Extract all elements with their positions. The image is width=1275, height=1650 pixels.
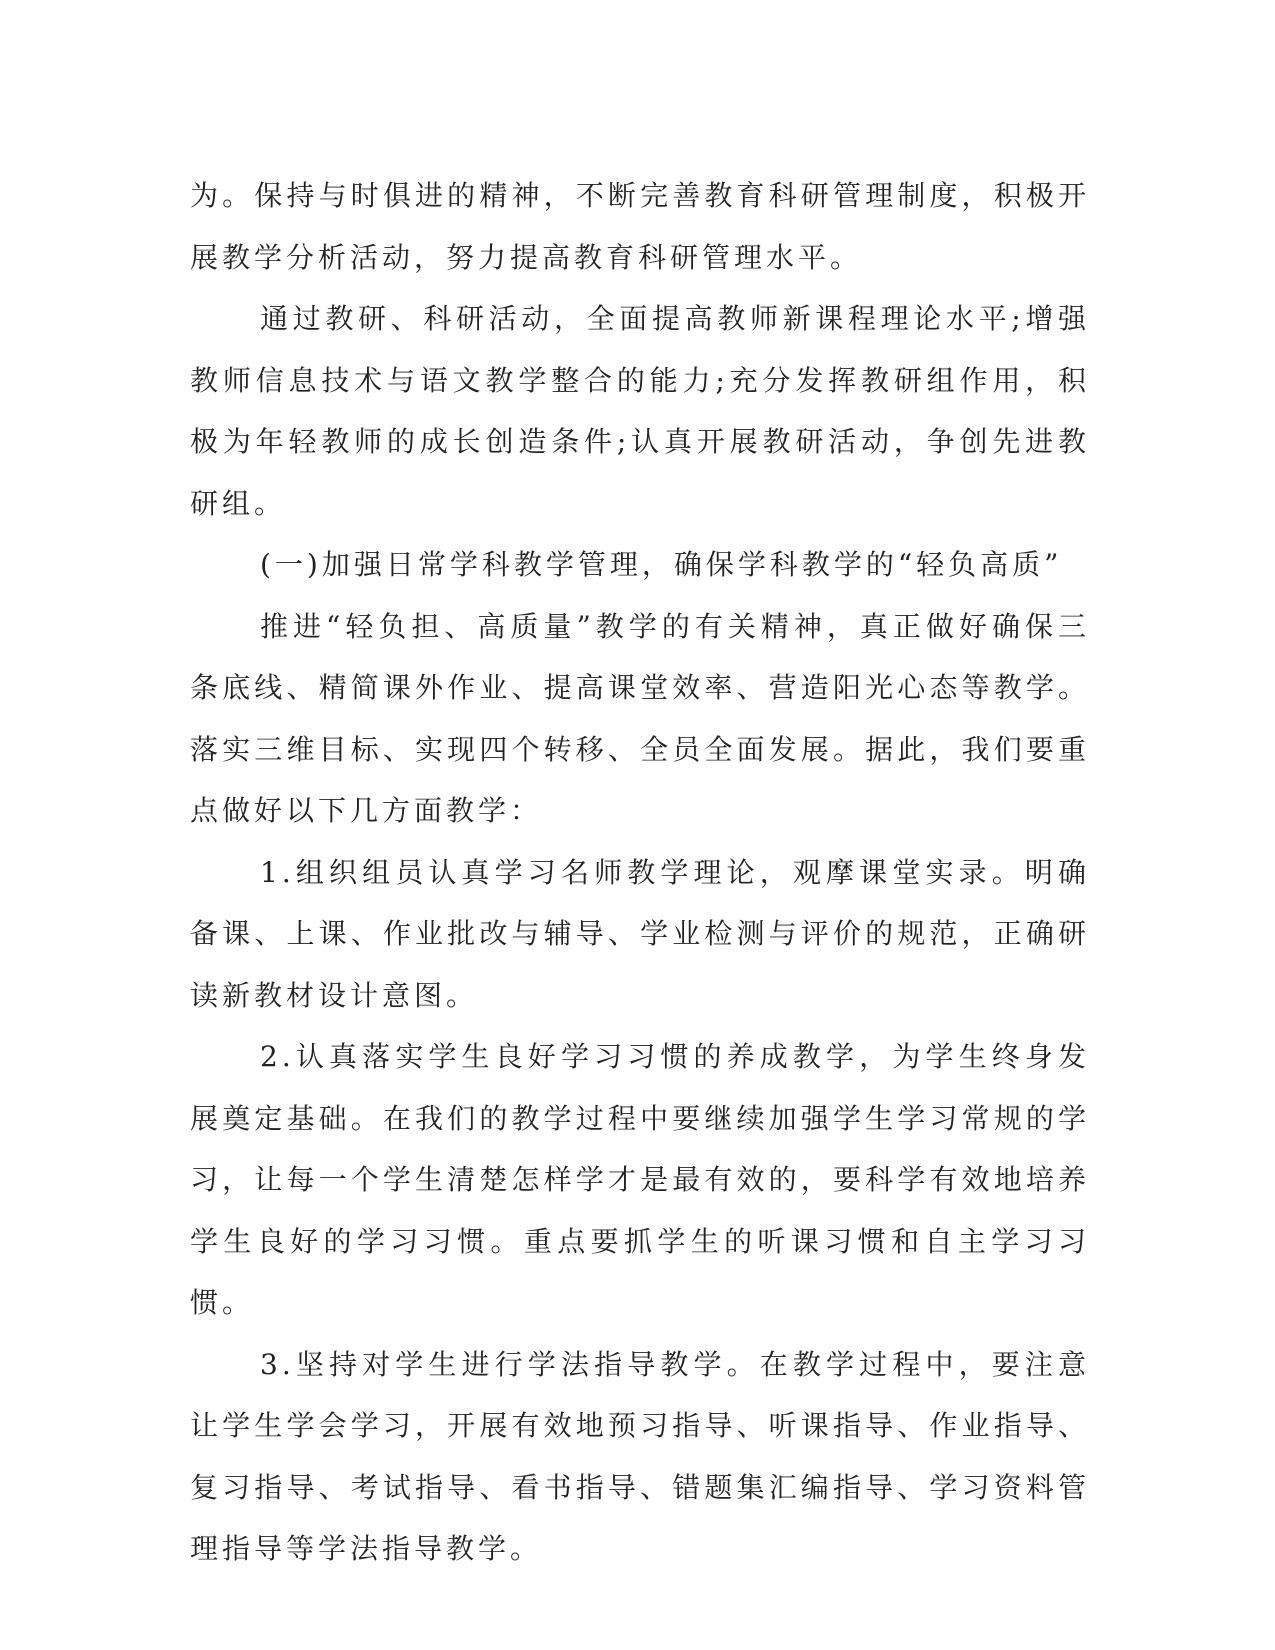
list-item-2: 2.认真落实学生良好学习习惯的养成教学，为学生终身发展奠定基础。在我们的教学过程中要继续加强学生学习常规的学习，让每一个学生清楚怎样学才是最有效的，要科学有效地培养学生良好的学习习惯。重点要抓学生的听课习惯和自主学习习惯。 bbox=[190, 1040, 1090, 1319]
list-item-3: 3.坚持对学生进行学法指导教学。在教学过程中，要注意让学生学会学习，开展有效地预习指导、听课指导、作业指导、复习指导、考试指导、看书指导、错题集汇编指导、学习资料管理指导等学法指导教学。 bbox=[190, 1347, 1090, 1565]
paragraph-2: 通过教研、科研活动，全面提高教师新课程理论水平;增强教师信息技术与语文教学整合的能力;充分发挥教研组作用，积极为年轻教师的成长创造条件;认真开展教研活动，争创先进教研组。 bbox=[190, 302, 1090, 520]
document-body bbox=[190, 165, 1090, 1580]
list-item-1: 1.组织组员认真学习名师教学理论，观摩课堂实录。明确备课、上课、作业批改与辅导、学业检测与评价的规范，正确研读新教材设计意图。 bbox=[190, 855, 1090, 1012]
section-heading: (一)加强日常学科教学管理，确保学科教学的“轻负高质” bbox=[260, 548, 1063, 581]
paragraph-3: 推进“轻负担、高质量”教学的有关精神，真正做好确保三条底线、精简课外作业、提高课堂效率、营造阳光心态等教学。落实三维目标、实现四个转移、全员全面发展。据此，我们要重点做好以下几方面教学： bbox=[190, 609, 1090, 827]
paragraph-1: 为。保持与时俱进的精神，不断完善教育科研管理制度，积极开展教学分析活动，努力提高教育科研管理水平。 bbox=[190, 179, 1090, 274]
